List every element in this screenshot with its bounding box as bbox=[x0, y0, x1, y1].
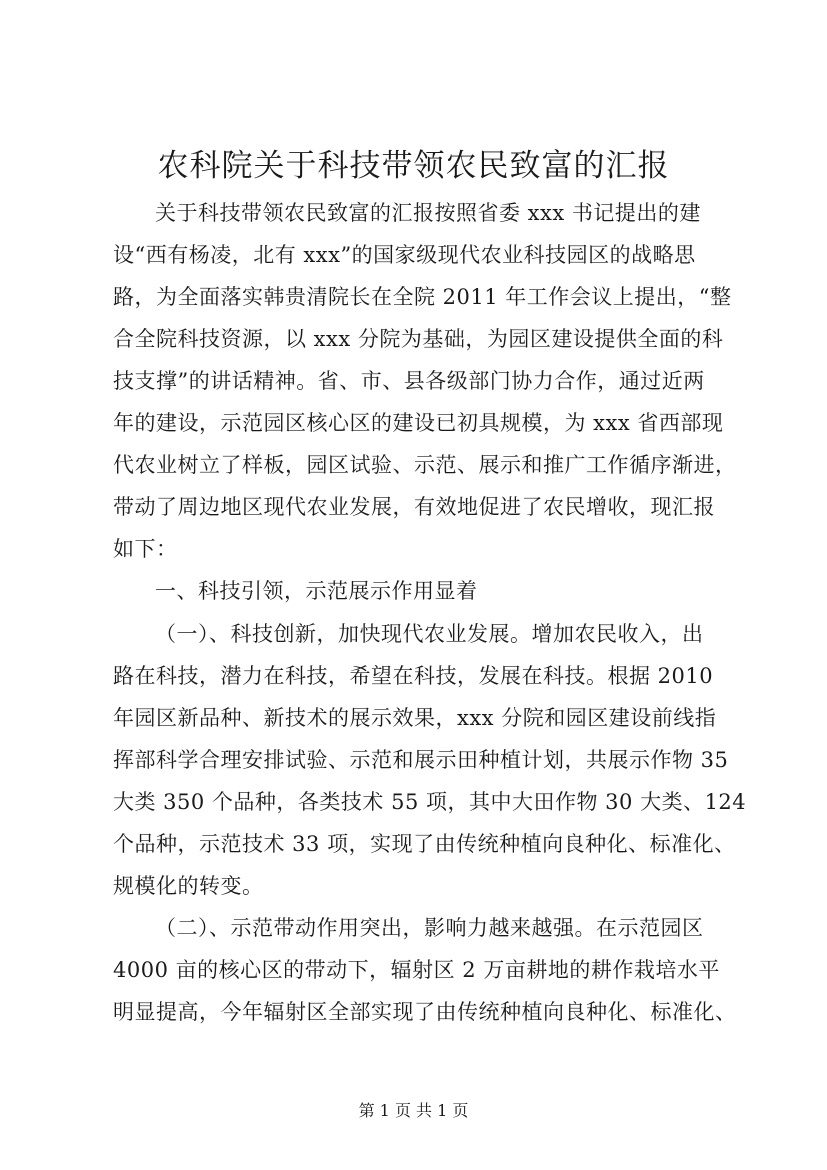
body-line: 个品种，示范技术 33 项，实现了由传统种植向良种化、标准化、 bbox=[113, 832, 736, 856]
body-line: （一）、科技创新，加快现代农业发展。增加农民收入，出 bbox=[155, 622, 704, 646]
body-line: 路在科技，潜力在科技，希望在科技，发展在科技。根据 2010 bbox=[113, 664, 714, 688]
body-line: 大类 350 个品种，各类技术 55 项，其中大田作物 30 大类、124 bbox=[113, 790, 747, 814]
body-line: 合全院科技资源，以 xxx 分院为基础，为园区建设提供全面的科 bbox=[113, 327, 724, 351]
body-line: 年园区新品种、新技术的展示效果，xxx 分院和园区建设前线指 bbox=[113, 706, 717, 730]
body-line: 设“西有杨凌，北有 xxx”的国家级现代农业科技园区的战略思 bbox=[113, 243, 696, 267]
body-line: 带动了周边地区现代农业发展，有效地促进了农民增收，现汇报 bbox=[113, 495, 715, 519]
body-line: （二）、示范带动作用突出，影响力越来越强。在示范园区 bbox=[155, 916, 704, 940]
body-line: 路，为全面落实韩贵清院长在全院 2011 年工作会议上提出，“整 bbox=[113, 285, 732, 309]
body-line: 代农业树立了样板，园区试验、示范、展示和推广工作循序渐进， bbox=[113, 453, 737, 477]
body-line: 规模化的转变。 bbox=[113, 874, 264, 898]
body-line: 技支撑”的讲话精神。省、市、县各级部门协力合作，通过近两 bbox=[113, 369, 705, 393]
body-line: 关于科技带领农民致富的汇报按照省委 xxx 书记提出的建 bbox=[155, 201, 701, 225]
body-line: 年的建设，示范园区核心区的建设已初具规模，为 xxx 省西部现 bbox=[113, 411, 724, 435]
body-line: 4000 亩的核心区的带动下，辐射区 2 万亩耕地的耕作栽培水平 bbox=[113, 958, 720, 982]
page-number-footer: 第 1 页 共 1 页 bbox=[358, 1101, 469, 1120]
body-line: 挥部科学合理安排试验、示范和展示田种植计划，共展示作物 35 bbox=[113, 748, 729, 772]
section-heading: 一、科技引领，示范展示作用显着 bbox=[155, 579, 478, 603]
body-line: 明显提高，今年辐射区全部实现了由传统种植向良种化、标准化、 bbox=[113, 1000, 737, 1024]
document-title: 农科院关于科技带领农民致富的汇报 bbox=[157, 148, 670, 184]
body-line: 如下： bbox=[113, 537, 178, 561]
